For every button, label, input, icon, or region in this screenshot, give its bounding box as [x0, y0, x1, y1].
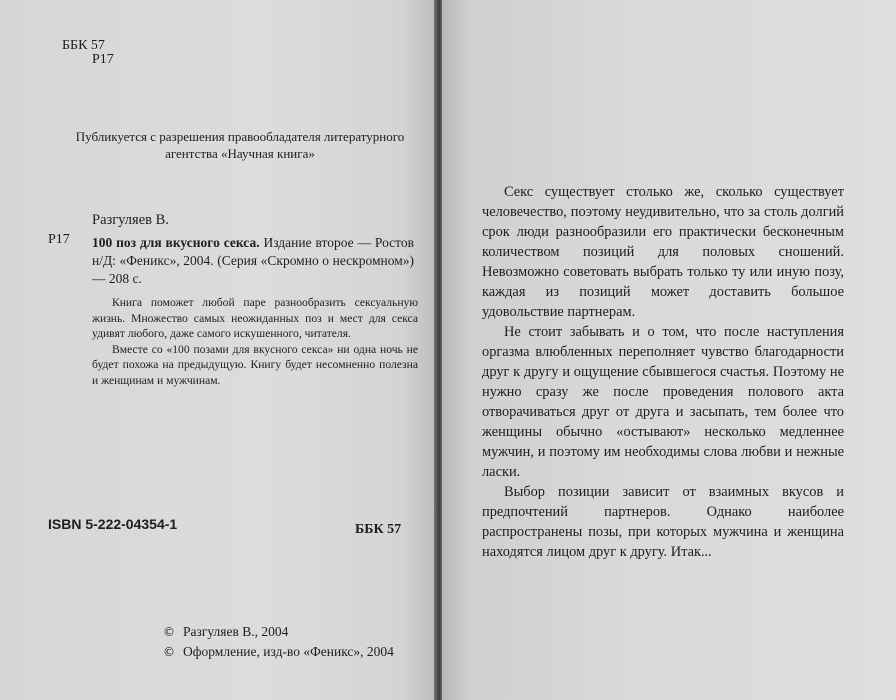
copyright-author [163, 624, 288, 640]
copyright-author-text: Разгуляев В., 2004 [183, 624, 289, 639]
author-name: Разгуляев В. [92, 212, 169, 228]
copyright-design [163, 644, 394, 660]
annotation-paragraph-1: Книга поможет любой паре разнообразить сексуальную жизнь. Множество самых неожиданных поз и мест для секса удивят любого, даже самого искушенного, читателя. [92, 296, 418, 340]
copyright-design-text: Оформление, изд-во «Феникс», 2004 [183, 644, 394, 659]
author-mark-side: Р17 [48, 232, 70, 247]
permission-notice: Публикуется с разрешения правообладателя литературного агентства «Научная книга» [75, 129, 405, 161]
author-mark-top: Р17 [92, 52, 114, 67]
annotation [92, 295, 418, 388]
book-title: 100 поз для вкусного секса. [92, 235, 260, 250]
bibliographic-details: Издание второе — Ростов н/Д: «Феникс», 2004. (Серия «Скромно о нескромном») — 208 с. [92, 235, 415, 286]
bbk-code-top: ББК 57 [62, 38, 105, 53]
bibliographic-record [92, 234, 414, 288]
left-page [0, 0, 436, 700]
annotation-paragraph-2: Вместе со «100 позами для вкусного секса» ни одна ночь не будет похожа на предыдущую. Книгу будет несомненно полезна и женщинам и мужчинам. [92, 342, 418, 387]
intro-paragraph: Секс существует столько же, сколько существует человечество, поэтому неудивительно, что за столь долгий срок люди разнообразили его практически бесконечным количеством позиций для половых сношений. Невозможно советовать выбрать только ту или иную позу, каждая из позиций может доставить большое удовольствие партнерам. [482, 184, 844, 320]
copyright-icon: © [163, 645, 175, 659]
intro-paragraph: Не стоит забывать и о том, что после наступления оргазма влюбленных переполняет чувство благодарности друг к другу и ощущение сбывшегося счастья. Поэтому не нужно сразу же после проведения полового акта отворачиваться друг от друга и засыпать, тем более что женщины обычно «остывают» несколько медленнее мужчин, и поэтому им необходимы слова любви и нежные ласки. [482, 324, 844, 480]
copyright-icon: © [163, 625, 175, 639]
intro-paragraph: Выбор позиции зависит от взаимных вкусов и предпочтений партнеров. Однако наиболее распространены позы, при которых мужчина и женщина находятся лицом друг к другу. Итак... [482, 484, 844, 560]
bbk-code-bottom: ББК 57 [355, 522, 402, 537]
isbn: ISBN 5-222-04354-1 [48, 516, 178, 532]
intro-text [482, 182, 844, 562]
